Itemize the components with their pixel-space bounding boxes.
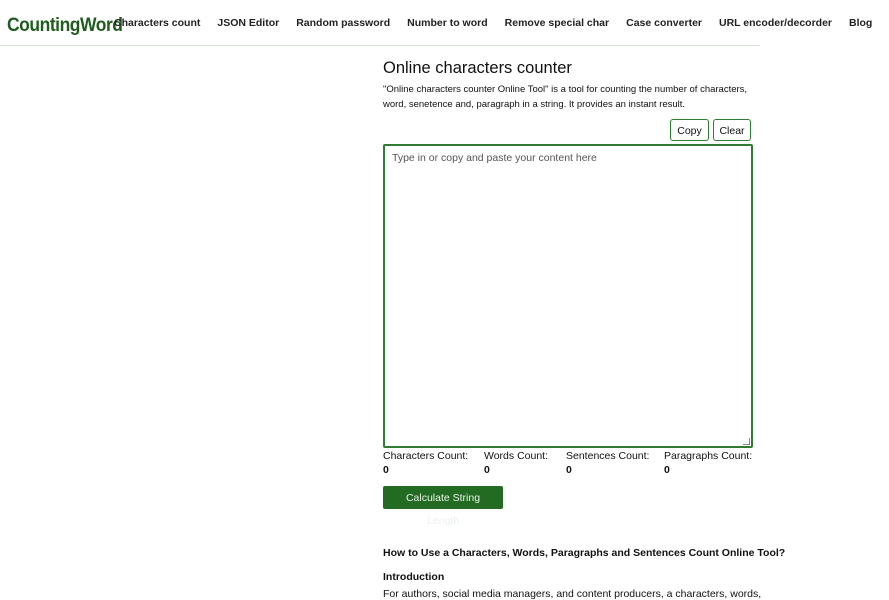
paragraphs-count-label: Paragraphs Count:	[664, 450, 753, 462]
howto-heading: How to Use a Characters, Words, Paragraphs and Sentences Count Online Tool?	[383, 547, 786, 559]
nav-remove-special-char[interactable]: Remove special char	[504, 17, 610, 29]
textarea-placeholder: Type in or copy and paste your content here	[392, 152, 597, 164]
words-count-value: 0	[484, 464, 490, 476]
intro-heading: Introduction	[383, 571, 445, 583]
sentences-count-stat	[566, 449, 649, 478]
paragraphs-count-value: 0	[664, 464, 670, 476]
words-count-stat	[484, 449, 548, 478]
content-textarea[interactable]	[383, 144, 753, 448]
nav-blog[interactable]: Blog	[849, 17, 873, 29]
main-nav	[114, 17, 889, 29]
sentences-count-label: Sentences Count:	[566, 450, 650, 462]
count-stats	[383, 449, 755, 479]
site-logo[interactable]: CountingWord	[7, 15, 123, 36]
top-navigation-bar	[0, 0, 873, 46]
paragraphs-count-stat	[664, 449, 752, 478]
nav-random-password[interactable]: Random password	[296, 17, 391, 29]
nav-json-editor[interactable]: JSON Editor	[217, 17, 280, 29]
page-description: "Online characters counter Online Tool" is a tool for counting the number of characters, word, senetence and, paragraph in a string. It provides an instant result.	[383, 84, 748, 110]
nav-number-to-word[interactable]: Number to word	[407, 17, 488, 29]
resize-handle-icon[interactable]	[743, 438, 750, 445]
nav-case-converter[interactable]: Case converter	[626, 17, 702, 29]
characters-count-stat	[383, 449, 468, 478]
copy-button[interactable]: Copy	[670, 119, 709, 141]
intro-paragraph: For authors, social media managers, and content producers, a characters, words,	[383, 588, 762, 600]
main-content	[383, 56, 786, 600]
calculate-string-length-button[interactable]: Calculate String Length	[383, 486, 503, 509]
characters-count-label: Characters Count:	[383, 450, 469, 462]
nav-characters-count[interactable]: Characters count	[114, 17, 201, 29]
characters-count-value: 0	[383, 464, 389, 476]
page-title: Online characters counter	[383, 59, 572, 77]
action-buttons	[383, 119, 753, 143]
nav-url-encoder[interactable]: URL encoder/decorder	[719, 17, 833, 29]
sentences-count-value: 0	[566, 464, 572, 476]
words-count-label: Words Count:	[484, 450, 548, 462]
clear-button[interactable]: Clear	[713, 119, 751, 141]
